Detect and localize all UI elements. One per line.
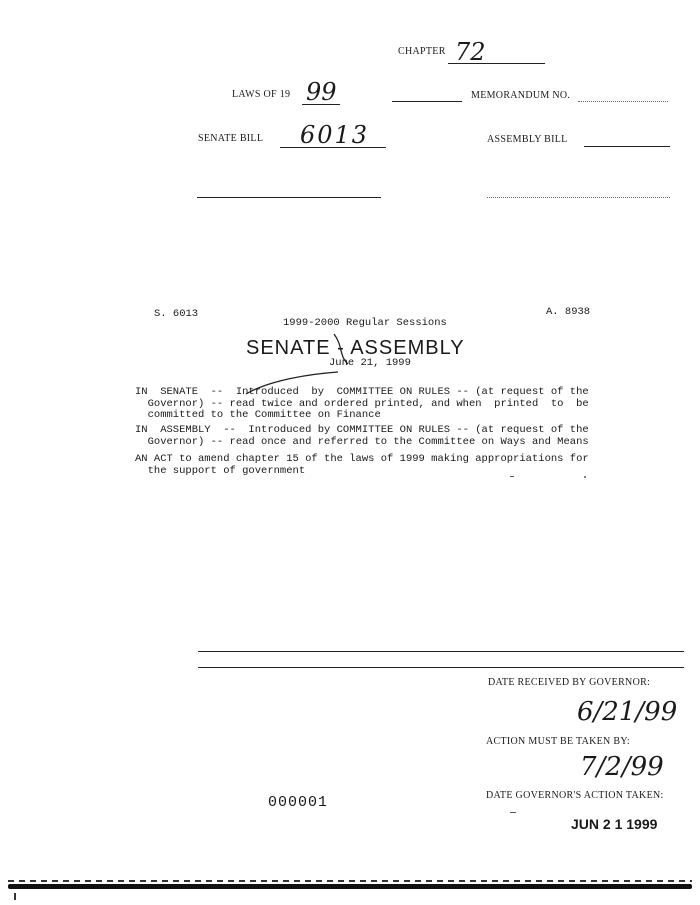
scan-edge-tick (14, 893, 16, 900)
laws-year: 99 (306, 78, 337, 106)
scan-speck (510, 812, 516, 813)
assembly-intro-line-1: IN ASSEMBLY -- Introduced by COMMITTEE ON RULES -- (at request of the (135, 424, 589, 436)
senate-bill-number: 6013 (300, 121, 370, 149)
senate-number: S. 6013 (154, 308, 199, 320)
bottom-rule-2 (198, 667, 684, 668)
senate-bill-label: SENATE BILL (198, 133, 264, 144)
laws-line (302, 104, 340, 105)
date-received-value: 6/21/99 (577, 697, 678, 727)
action-taken-label: DATE GOVERNOR'S ACTION TAKEN: (486, 790, 664, 801)
senate-intro (135, 387, 589, 422)
assembly-intro (135, 425, 589, 448)
memorandum-label: MEMORANDUM NO. (471, 90, 571, 101)
senate-intro-line-1: IN SENATE -- Introduced by COMMITTEE ON RULES -- (at request of the (135, 386, 589, 398)
bill-date: June 21, 1999 (329, 357, 411, 369)
senate-intro-line-2: Governor) -- read twice and ordered printed, and when printed to be (135, 397, 589, 410)
scan-speck (510, 476, 514, 477)
assembly-number: A. 8938 (546, 306, 591, 318)
memo-blank-line (392, 101, 462, 102)
assembly-extra-line (487, 197, 670, 198)
bill-title: SENATE - ASSEMBLY (246, 337, 465, 359)
act-line-2: the support of government (135, 464, 306, 477)
scan-edge-bar (8, 884, 692, 889)
action-must-label: ACTION MUST BE TAKEN BY: (486, 736, 631, 747)
senate-bill-line (280, 147, 386, 148)
senate-intro-line-3: committed to the Committee on Finance (135, 409, 381, 421)
memo-line (578, 101, 668, 102)
bottom-rule-1 (198, 651, 684, 652)
act-text (135, 454, 589, 477)
action-taken-stamp: JUN 2 1 1999 (571, 816, 658, 832)
page-number: 000001 (268, 794, 329, 811)
date-received-label: DATE RECEIVED BY GOVERNOR: (488, 677, 651, 688)
senate-extra-line (197, 197, 381, 198)
chapter-label: CHAPTER (398, 46, 446, 57)
session-text: 1999-2000 Regular Sessions (283, 317, 447, 329)
action-must-value: 7/2/99 (580, 752, 664, 782)
chapter-number: 72 (455, 38, 486, 66)
scan-speck (584, 476, 586, 478)
assembly-intro-line-2: Governor) -- read once and referred to the Committee on Ways and Means (135, 435, 589, 448)
chapter-line (448, 63, 545, 64)
laws-of-label: LAWS OF 19 (232, 89, 291, 100)
act-line-1: AN ACT to amend chapter 15 of the laws of 1999 making appropriations for (135, 453, 589, 465)
scan-edge-noise (8, 880, 692, 882)
assembly-bill-line (584, 146, 670, 147)
assembly-bill-label: ASSEMBLY BILL (487, 134, 568, 145)
